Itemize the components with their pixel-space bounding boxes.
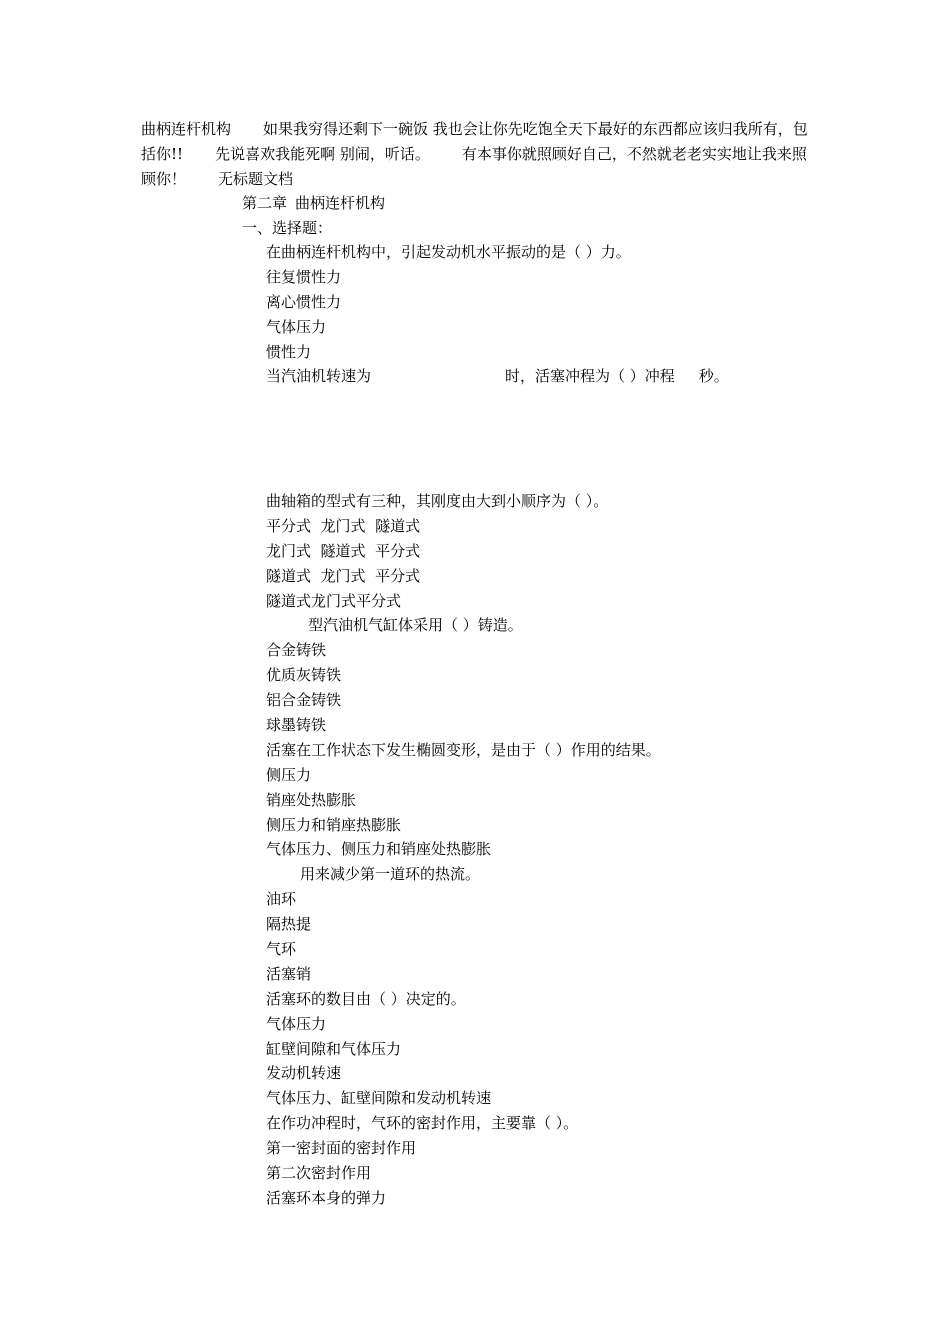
question-stem: 活塞环的数目由（ ）决定的。 (266, 989, 466, 1008)
option-item: 隧道式龙门式平分式 (266, 591, 402, 610)
option-item: 侧压力 (266, 765, 312, 784)
option-item: 气体压力 (266, 1014, 327, 1033)
option-item: 活塞销 (266, 964, 312, 983)
question-block-2 (266, 489, 661, 1211)
option-item: 活塞环本身的弹力 (266, 1188, 387, 1207)
option-item: 往复惯性力 (266, 267, 342, 286)
question-stem: 活塞在工作状态下发生椭圆变形，是由于（ ）作用的结果。 (266, 740, 661, 759)
question-stem: 曲轴箱的型式有三种，其刚度由大到小顺序为（ ）。 (266, 492, 609, 510)
option-item: 第二次密封作用 (266, 1164, 372, 1183)
option-item: 缸壁间隙和气体压力 (266, 1039, 402, 1058)
option-item: 气环 (266, 940, 297, 959)
chapter-number: 第二章 (242, 194, 288, 212)
option-item: 离心惯性力 (266, 292, 342, 311)
intro-part: 先说喜欢我能死啊 别闹，听话。 (215, 145, 430, 163)
question-stem: 在曲柄连杆机构中，引起发动机水平振动的是（ ）力。 (266, 243, 631, 261)
option-item: 发动机转速 (266, 1064, 342, 1083)
question-stem (266, 364, 729, 389)
section-heading: 一、选择题： (242, 219, 333, 237)
question-text-part: 时，活塞冲程为（ ）冲程 (505, 367, 675, 386)
intro-part: 无标题文档 (218, 170, 294, 188)
option-item: 球墨铸铁 (266, 716, 327, 735)
intro-part: 有本事你就照顾好自己，不然就老老实实地让我来照顾你！ (141, 145, 807, 188)
option-item: 隧道式 龙门式 平分式 (266, 566, 421, 585)
intro-part: 如果我穷得还剩下一碗饭 我也会让你先吃饱全天下最好的东西都应该归我所有，包括你!! (141, 120, 808, 163)
option-item: 惯性力 (266, 342, 312, 361)
question-stem: 型汽油机气缸体采用（ ）铸造。 (308, 616, 523, 635)
option-item: 铝合金铸铁 (266, 691, 342, 710)
chapter-title: 曲柄连杆机构 (295, 194, 386, 212)
document-intro (141, 117, 821, 192)
option-item: 隔热提 (266, 915, 312, 934)
intro-part: 曲柄连杆机构 (141, 120, 232, 138)
option-item: 销座处热膨胀 (266, 790, 357, 809)
chapter-heading (242, 191, 385, 216)
option-item: 平分式 龙门式 隧道式 (266, 516, 421, 535)
option-item: 气体压力、缸壁间隙和发动机转速 (266, 1089, 492, 1108)
question-stem: 用来减少第一道环的热流。 (300, 865, 481, 884)
question-text-part: 秒。 (698, 367, 729, 386)
question-block-1 (266, 240, 729, 389)
option-item: 气体压力 (266, 317, 327, 336)
question-stem: 在作功冲程时，气环的密封作用，主要靠（ ）。 (266, 1114, 579, 1133)
option-item: 油环 (266, 890, 297, 909)
option-item: 侧压力和销座热膨胀 (266, 815, 402, 834)
option-item: 龙门式 隧道式 平分式 (266, 541, 421, 560)
option-item: 第一密封面的密封作用 (266, 1139, 417, 1158)
option-item: 优质灰铸铁 (266, 666, 342, 685)
option-item: 气体压力、侧压力和销座处热膨胀 (266, 840, 492, 859)
question-text-part: 当汽油机转速为 (266, 367, 372, 386)
option-item: 合金铸铁 (266, 641, 327, 660)
